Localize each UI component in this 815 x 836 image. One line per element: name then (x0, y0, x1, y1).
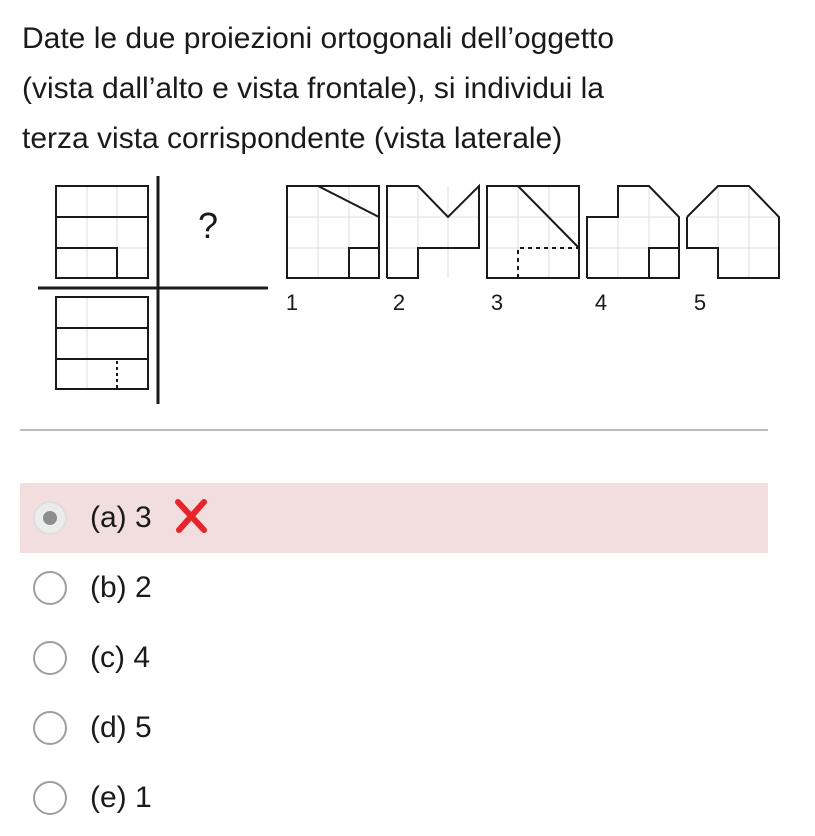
option-label-c (90, 641, 150, 675)
option-letter: (b) (90, 571, 127, 604)
option-e[interactable] (20, 763, 768, 833)
option-letter: (e) (90, 781, 127, 814)
option-value: 3 (135, 501, 152, 534)
option-letter: (a) (90, 501, 127, 534)
option-value: 1 (135, 781, 152, 814)
option-a[interactable] (20, 483, 768, 553)
option-label-b (90, 571, 152, 605)
candidate-view-4 (587, 186, 679, 278)
top-view (56, 297, 148, 389)
radio-button-e[interactable] (33, 781, 67, 815)
radio-button-a[interactable] (33, 501, 67, 535)
question-text (22, 14, 782, 164)
option-d[interactable] (20, 693, 768, 763)
option-value: 2 (135, 571, 152, 604)
option-b[interactable] (20, 553, 768, 623)
question-line-1: Date le due proiezioni ortogonali dell’oggetto (22, 22, 615, 55)
candidate-label-3: 3 (490, 290, 504, 315)
candidate-view-2 (387, 186, 479, 278)
incorrect-x-icon (173, 497, 209, 535)
option-letter: (c) (90, 641, 125, 674)
orthographic-projection-figure (0, 170, 790, 410)
candidate-label-1: 1 (285, 290, 299, 315)
candidate-view-3 (487, 186, 579, 278)
option-label-d (90, 711, 152, 745)
candidate-label-2: 2 (392, 290, 406, 315)
candidate-label-5: 5 (693, 290, 707, 315)
option-value: 4 (133, 641, 151, 674)
option-value: 5 (135, 711, 152, 744)
unknown-view-label: ? (197, 205, 219, 246)
candidate-view-5 (687, 186, 779, 278)
candidate-view-1 (287, 186, 379, 278)
radio-button-b[interactable] (33, 571, 67, 605)
option-label-a (90, 501, 152, 535)
option-c[interactable] (20, 623, 768, 693)
answer-options (20, 483, 768, 833)
section-divider (20, 429, 768, 431)
option-label-e (90, 781, 152, 815)
projection-axes (38, 176, 268, 404)
radio-button-d[interactable] (33, 711, 67, 745)
question-line-3: terza vista corrispondente (vista laterale) (22, 122, 563, 155)
radio-button-c[interactable] (33, 641, 67, 675)
question-line-2: (vista dall’alto e vista frontale), si individui la (22, 72, 604, 105)
front-view (56, 186, 148, 278)
option-letter: (d) (90, 711, 127, 744)
candidate-label-4: 4 (594, 290, 608, 315)
